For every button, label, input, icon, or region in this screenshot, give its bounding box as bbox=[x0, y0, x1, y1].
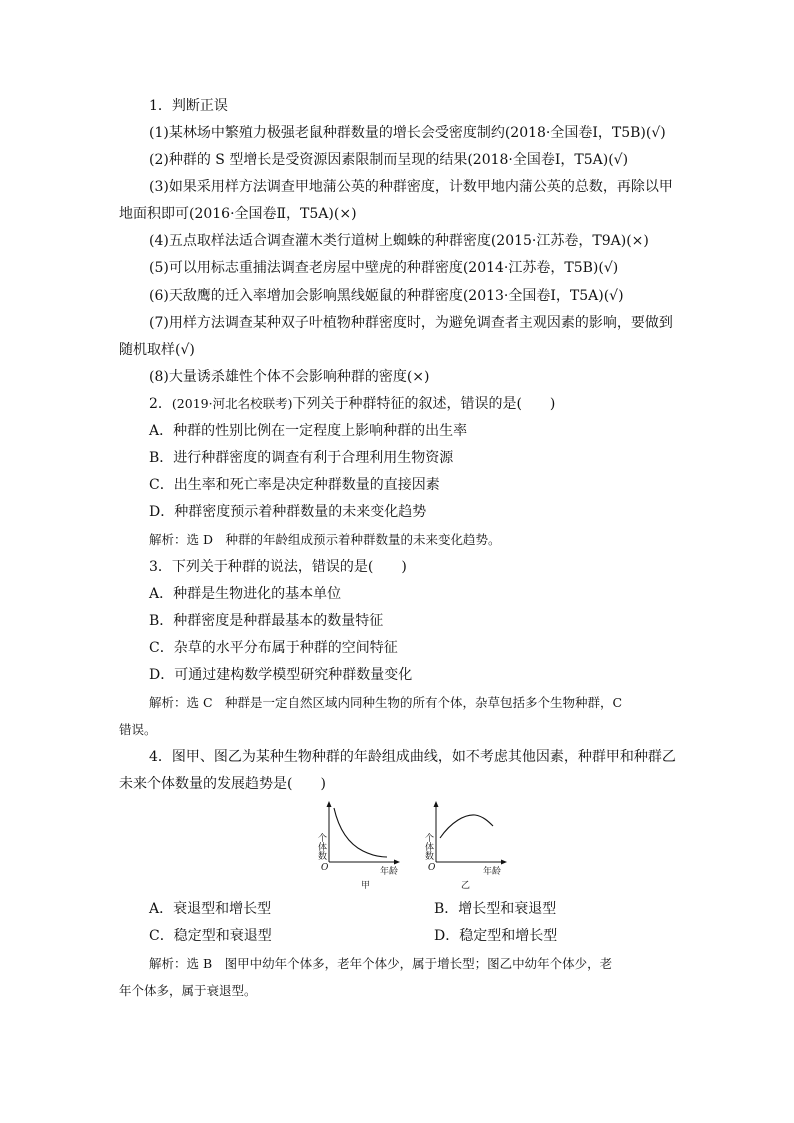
q4-stem-line-1: 4．图甲、图乙为某种生物种群的年龄组成曲线，如不考虑其他因素，种群甲和种群乙 bbox=[149, 749, 676, 765]
q2-source: (2019·河北名校联考) bbox=[171, 396, 293, 411]
q2-number: 2． bbox=[149, 396, 172, 412]
graph-jia-ylabel: 个体数 bbox=[316, 833, 326, 860]
graph-jia-caption: 甲 bbox=[361, 881, 371, 891]
q4-stem-line-2: 未来个体数量的发展趋势是( ) bbox=[119, 776, 326, 792]
q1-item-7-cont: 随机取样(√) bbox=[119, 342, 195, 358]
q1-item-1: (1)某林场中繁殖力极强老鼠种群数量的增长会受密度制约(2018·全国卷Ⅰ，T5B)(√) bbox=[149, 125, 666, 141]
graph-jia-xlabel: 年龄 bbox=[380, 867, 399, 877]
graph-yi-origin: O bbox=[428, 863, 436, 873]
graph-jia-x-arrow bbox=[394, 860, 400, 865]
q4-option-c: C．稳定型和衰退型 bbox=[149, 928, 272, 944]
q4-analysis-line-1: 解析：选 B 图甲中幼年个体多，老年个体少，属于增长型；图乙中幼年个体少，老 bbox=[149, 956, 613, 971]
graph-yi-caption: 乙 bbox=[461, 881, 471, 891]
q4-options-row-2 bbox=[149, 926, 674, 946]
graph-yi-y-arrow bbox=[434, 801, 439, 807]
q4-options-row-1 bbox=[149, 899, 674, 919]
q3-option-a: A．种群是生物进化的基本单位 bbox=[149, 586, 342, 602]
q2-stem: 下列关于种群特征的叙述，错误的是( ) bbox=[292, 396, 556, 412]
graph-yi-xlabel: 年龄 bbox=[483, 867, 502, 877]
q2-option-a: A．种群的性别比例在一定程度上影响种群的出生率 bbox=[149, 423, 468, 439]
q4-analysis-line-2: 年个体多，属于衰退型。 bbox=[119, 983, 257, 998]
q3-option-c: C．杂草的水平分布属于种群的空间特征 bbox=[149, 640, 398, 656]
q2-option-b: B．进行种群密度的调查有利于合理利用生物资源 bbox=[149, 450, 454, 466]
q1-item-4: (4)五点取样法适合调查灌木类行道树上蜘蛛的种群密度(2015·江苏卷，T9A)(×) bbox=[149, 233, 649, 249]
q1-item-5: (5)可以用标志重捕法调查老房屋中壁虎的种群密度(2014·江苏卷，T5B)(√) bbox=[149, 260, 619, 276]
q2-stem-line bbox=[149, 394, 674, 414]
q3-stem: 3．下列关于种群的说法，错误的是( ) bbox=[149, 559, 407, 575]
graph-yi-curve bbox=[440, 815, 493, 838]
q4-option-b: B．增长型和衰退型 bbox=[434, 901, 557, 917]
q4-option-d: D．稳定型和增长型 bbox=[434, 928, 558, 944]
q2-analysis: 解析：选 D 种群的年龄组成预示着种群数量的未来变化趋势。 bbox=[149, 532, 501, 547]
graph-yi bbox=[423, 801, 507, 891]
graph-jia-y-arrow bbox=[327, 801, 332, 807]
q1-item-6: (6)天敌鹰的迁入率增加会影响黑线姬鼠的种群密度(2013·全国卷Ⅰ，T5A)(√) bbox=[149, 288, 624, 304]
age-structure-figure bbox=[305, 800, 515, 895]
q3-analysis-line-1: 解析：选 C 种群是一定自然区域内同种生物的所有个体，杂草包括多个生物种群，C bbox=[149, 695, 623, 710]
q4-option-a: A．衰退型和增长型 bbox=[149, 901, 272, 917]
graph-yi-ylabel: 个体数 bbox=[423, 833, 433, 860]
q3-analysis-line-2: 错误。 bbox=[119, 722, 157, 737]
age-structure-graphs bbox=[305, 800, 515, 895]
graph-jia-curve bbox=[334, 808, 387, 857]
q1-item-3: (3)如果采用样方法调查甲地蒲公英的种群密度，计数甲地内蒲公英的总数，再除以甲 bbox=[149, 179, 673, 195]
q2-option-d: D．种群密度预示着种群数量的未来变化趋势 bbox=[149, 504, 427, 520]
q2-option-c: C．出生率和死亡率是决定种群数量的直接因素 bbox=[149, 477, 440, 493]
q3-option-b: B．种群密度是种群最基本的数量特征 bbox=[149, 613, 384, 629]
q3-option-d: D．可通过建构数学模型研究种群数量变化 bbox=[149, 667, 413, 683]
q1-item-3-cont: 地面积即可(2016·全国卷Ⅱ，T5A)(×) bbox=[119, 206, 357, 222]
q1-item-2: (2)种群的 S 型增长是受资源因素限制而呈现的结果(2018·全国卷Ⅰ，T5A)(√) bbox=[149, 152, 629, 168]
q1-title: 1．判断正误 bbox=[149, 98, 228, 114]
graph-jia bbox=[316, 801, 400, 891]
q1-item-8: (8)大量诱杀雄性个体不会影响种群的密度(×) bbox=[149, 369, 430, 385]
graph-yi-x-arrow bbox=[501, 860, 507, 865]
q1-item-7: (7)用样方法调查某种双子叶植物种群密度时，为避免调查者主观因素的影响，要做到 bbox=[149, 315, 673, 331]
graph-jia-origin: O bbox=[321, 863, 329, 873]
